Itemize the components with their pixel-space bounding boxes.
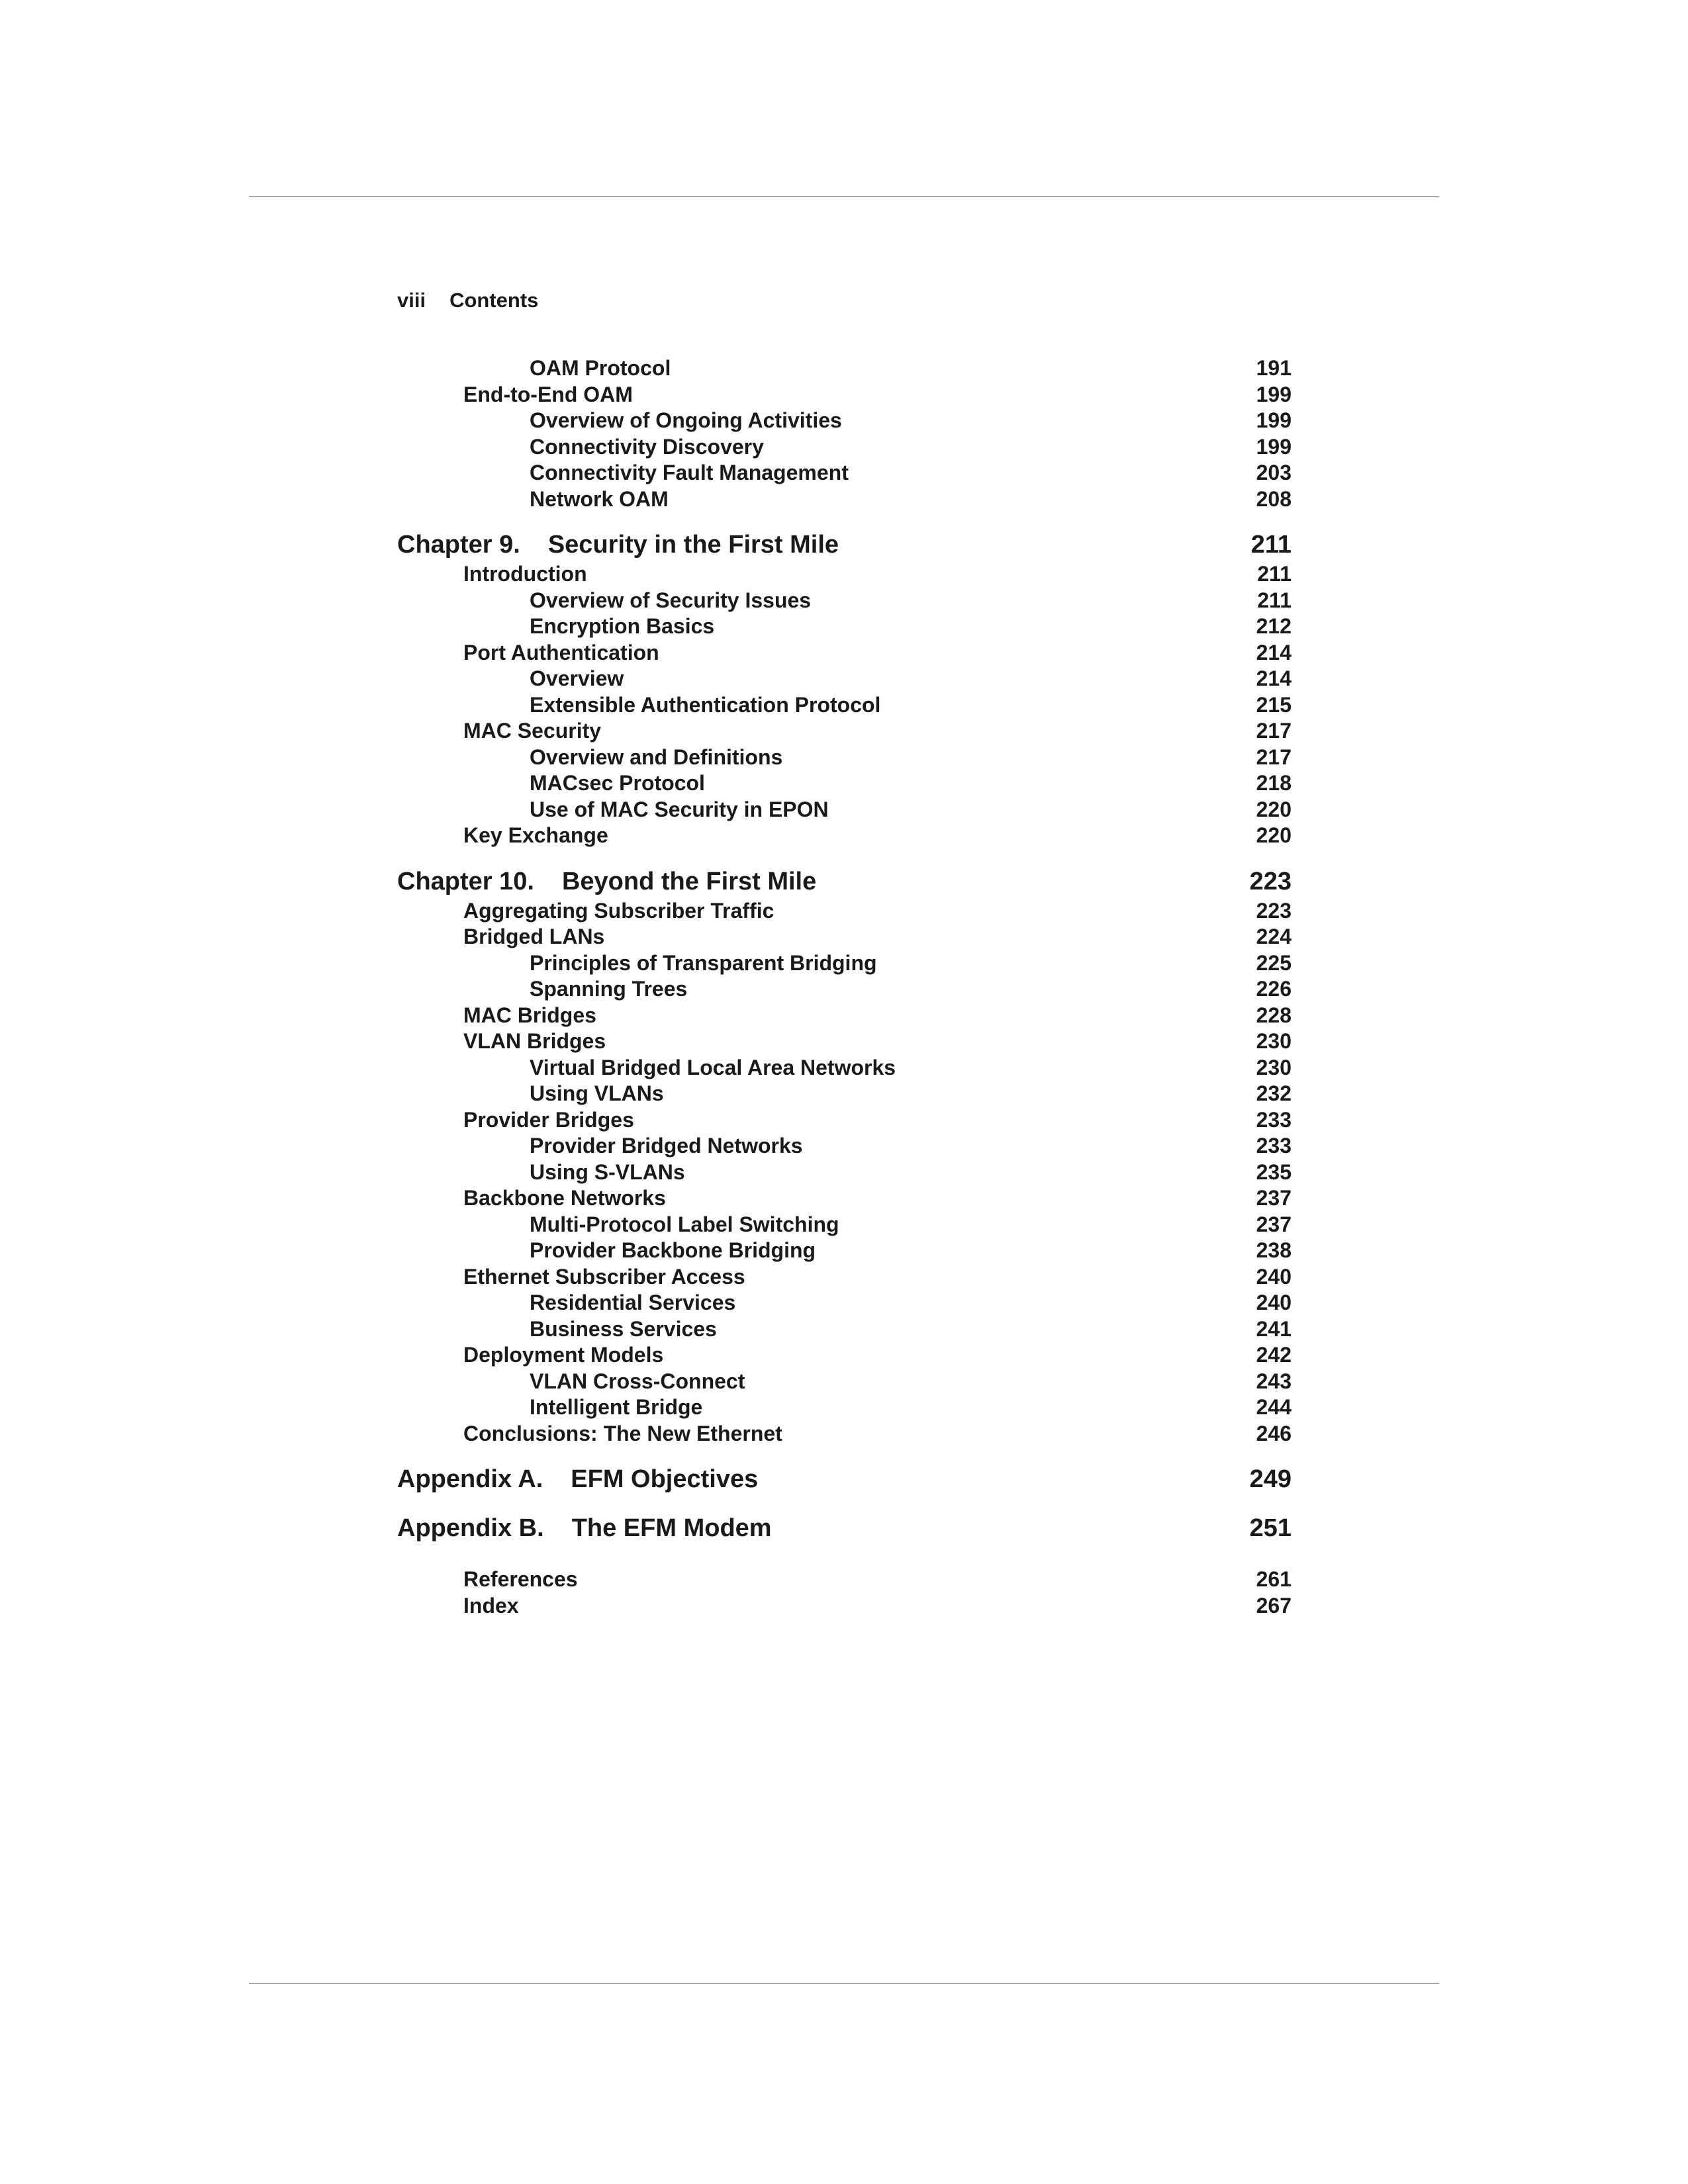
running-head	[397, 289, 538, 312]
toc-entry-page-number: 233	[1256, 1134, 1291, 1158]
toc-entry-page-number: 211	[1250, 531, 1291, 559]
toc-chapter-entry[interactable]	[397, 1463, 1291, 1496]
toc-entry-title: Overview of Ongoing Activities	[530, 408, 842, 432]
toc-entry-title: Overview of Security Issues	[530, 588, 812, 612]
toc-entry-title	[397, 1512, 772, 1545]
toc-entry-page-number: 203	[1256, 461, 1291, 484]
toc-entry-page-number: 208	[1256, 486, 1291, 511]
toc-entry[interactable]	[397, 408, 1291, 434]
toc-entry-title: MACsec Protocol	[530, 771, 705, 795]
toc-entry[interactable]	[397, 355, 1291, 382]
toc-entry-page-number: 223	[1256, 898, 1291, 923]
toc-entry-title: Provider Bridges	[463, 1107, 634, 1132]
toc-entry[interactable]	[397, 950, 1291, 977]
toc-entry-page-number: 214	[1256, 640, 1291, 664]
toc-entry-title	[397, 528, 839, 561]
toc-entry-title: VLAN Cross-Connect	[530, 1369, 745, 1393]
toc-entry-title: MAC Security	[463, 719, 602, 743]
toc-entry[interactable]	[397, 1055, 1291, 1081]
toc-entry[interactable]	[397, 692, 1291, 719]
bottom-rule	[249, 1983, 1439, 1984]
toc-entry[interactable]	[397, 1160, 1291, 1186]
toc-entry-page-number: 241	[1256, 1316, 1291, 1341]
running-head-title: Contents	[449, 289, 539, 312]
toc-entry[interactable]	[397, 1212, 1291, 1238]
toc-entry-title: Principles of Transparent Bridging	[530, 950, 877, 975]
toc-entry[interactable]	[397, 1133, 1291, 1160]
toc-entry-title: Network OAM	[530, 486, 669, 511]
toc-entry[interactable]	[397, 460, 1291, 486]
toc-entry-title	[397, 865, 816, 898]
toc-entry-title: Provider Backbone Bridging	[530, 1238, 816, 1262]
toc-entry[interactable]	[397, 561, 1291, 588]
toc-entry-page-number: 244	[1256, 1395, 1291, 1419]
toc-entry-title	[397, 1463, 758, 1496]
toc-entry-page-number: 261	[1256, 1567, 1291, 1591]
toc-entry-page-number: 215	[1256, 692, 1291, 717]
toc-entry-page-number: 220	[1256, 797, 1291, 821]
toc-entry[interactable]	[397, 797, 1291, 823]
toc-entry-title: Spanning Trees	[530, 977, 688, 1001]
page-folio: viii	[397, 289, 426, 312]
toc-entry-page-number: 235	[1256, 1160, 1291, 1184]
toc-entry[interactable]	[397, 1421, 1291, 1447]
toc-entry[interactable]	[397, 1342, 1291, 1369]
toc-entry-title: Using VLANs	[530, 1081, 664, 1105]
toc-entry[interactable]	[397, 1028, 1291, 1055]
toc-entry-page-number: 242	[1256, 1343, 1291, 1367]
toc-entry-title: Bridged LANs	[463, 925, 605, 948]
toc-entry-page-number: 199	[1256, 408, 1291, 432]
toc-entry-title: Aggregating Subscriber Traffic	[463, 898, 774, 923]
toc-entry-title: Port Authentication	[463, 640, 659, 664]
toc-entry-title: Business Services	[530, 1316, 717, 1341]
toc-entry-title: VLAN Bridges	[463, 1029, 606, 1053]
toc-entry[interactable]	[397, 640, 1291, 666]
toc-entry-page-number: 233	[1256, 1107, 1291, 1132]
toc-entry-page-number: 211	[1257, 562, 1291, 586]
toc-entry[interactable]	[397, 486, 1291, 513]
toc-entry-title: MAC Bridges	[463, 1003, 596, 1027]
toc-entry-title: Introduction	[463, 562, 587, 586]
toc-entry[interactable]	[397, 823, 1291, 849]
toc-entry[interactable]	[397, 382, 1291, 408]
toc-chapter-title: Beyond the First Mile	[561, 867, 817, 895]
toc-chapter-label: Appendix A.	[397, 1465, 543, 1493]
toc-entry-page-number: 199	[1256, 382, 1291, 406]
toc-chapter-label: Chapter 10.	[397, 867, 534, 895]
toc-entry-page-number: 217	[1256, 745, 1291, 769]
toc-entry-page-number: 267	[1256, 1593, 1291, 1617]
toc-chapter-title: The EFM Modem	[571, 1514, 772, 1542]
toc-entry[interactable]	[397, 1369, 1291, 1395]
toc-chapter-label: Chapter 9.	[397, 531, 520, 559]
toc-entry-title: Residential Services	[530, 1291, 736, 1314]
toc-entry-page-number: 225	[1256, 950, 1291, 975]
toc-entry-page-number: 251	[1249, 1514, 1291, 1542]
toc-entry-page-number: 240	[1256, 1291, 1291, 1314]
toc-entry-page-number: 220	[1256, 823, 1291, 847]
toc-entry-title: End-to-End OAM	[463, 382, 633, 406]
toc-entry-title: Overview and Definitions	[530, 745, 783, 769]
toc-entry[interactable]	[397, 614, 1291, 640]
toc-entry-title: Extensible Authentication Protocol	[530, 692, 881, 717]
toc-entry[interactable]	[397, 976, 1291, 1003]
top-rule	[249, 196, 1439, 197]
toc-entry-page-number: 218	[1256, 771, 1291, 795]
toc-entry-page-number: 230	[1256, 1029, 1291, 1053]
table-of-contents	[397, 355, 1291, 1619]
toc-entry[interactable]	[397, 1394, 1291, 1421]
toc-entry[interactable]	[397, 1003, 1291, 1029]
toc-entry-title: OAM Protocol	[530, 356, 671, 380]
toc-entry[interactable]	[397, 1316, 1291, 1343]
toc-chapter-title: Security in the First Mile	[547, 531, 839, 559]
toc-entry-page-number: 191	[1256, 356, 1291, 380]
toc-entry-page-number: 226	[1256, 977, 1291, 1001]
toc-entry-page-number: 246	[1256, 1421, 1291, 1445]
toc-entry-page-number: 232	[1256, 1081, 1291, 1105]
toc-entry-page-number: 211	[1257, 588, 1291, 612]
toc-entry[interactable]	[397, 924, 1291, 950]
toc-entry-title: Index	[463, 1593, 519, 1617]
toc-entry-title: References	[463, 1567, 578, 1591]
toc-entry[interactable]	[397, 1567, 1291, 1593]
toc-entry-page-number: 237	[1256, 1186, 1291, 1210]
toc-entry[interactable]	[397, 1290, 1291, 1316]
toc-chapter-label: Appendix B.	[397, 1514, 544, 1542]
toc-entry-title: Encryption Basics	[530, 614, 715, 638]
toc-entry[interactable]	[397, 770, 1291, 797]
toc-entry-title: Intelligent Bridge	[530, 1395, 703, 1419]
toc-entry-page-number: 223	[1249, 867, 1291, 895]
toc-entry[interactable]	[397, 1238, 1291, 1264]
toc-chapter-entry[interactable]	[397, 528, 1291, 561]
toc-entry-title: Overview	[530, 666, 624, 690]
toc-entry-title: Connectivity Fault Management	[530, 461, 849, 484]
toc-entry[interactable]	[397, 1264, 1291, 1291]
toc-entry[interactable]	[397, 745, 1291, 771]
toc-entry-title: Provider Bridged Networks	[530, 1134, 803, 1158]
toc-entry-page-number: 224	[1256, 925, 1291, 948]
toc-entry-title: Using S-VLANs	[530, 1160, 685, 1184]
toc-entry-title: Conclusions: The New Ethernet	[463, 1421, 782, 1445]
toc-entry-title: Backbone Networks	[463, 1186, 666, 1210]
toc-entry-page-number: 237	[1256, 1212, 1291, 1236]
toc-entry-page-number: 199	[1256, 434, 1291, 459]
toc-entry[interactable]	[397, 1107, 1291, 1134]
toc-entry-page-number: 249	[1249, 1465, 1291, 1493]
toc-entry-title: Ethernet Subscriber Access	[463, 1264, 745, 1289]
toc-chapter-entry[interactable]	[397, 1512, 1291, 1545]
toc-entry-page-number: 214	[1256, 666, 1291, 690]
toc-entry[interactable]	[397, 588, 1291, 614]
toc-entry-page-number: 230	[1256, 1055, 1291, 1079]
toc-entry[interactable]	[397, 434, 1291, 461]
toc-entry-title: Use of MAC Security in EPON	[530, 797, 829, 821]
toc-entry-page-number: 228	[1256, 1003, 1291, 1027]
toc-chapter-title: EFM Objectives	[571, 1465, 759, 1493]
toc-entry-page-number: 238	[1256, 1238, 1291, 1262]
toc-entry[interactable]	[397, 1081, 1291, 1107]
toc-entry-page-number: 240	[1256, 1264, 1291, 1289]
toc-entry-title: Connectivity Discovery	[530, 434, 764, 459]
toc-entry-title: Deployment Models	[463, 1343, 664, 1367]
toc-entry[interactable]	[397, 1593, 1291, 1619]
toc-entry-page-number: 217	[1256, 719, 1291, 743]
toc-chapter-entry[interactable]	[397, 865, 1291, 898]
toc-entry-title: Virtual Bridged Local Area Networks	[530, 1055, 896, 1079]
toc-entry-page-number: 243	[1256, 1369, 1291, 1393]
toc-entry-title: Key Exchange	[463, 823, 608, 847]
toc-entry-title: Multi-Protocol Label Switching	[530, 1212, 839, 1236]
toc-entry[interactable]	[397, 898, 1291, 925]
toc-entry[interactable]	[397, 666, 1291, 692]
toc-entry-page-number: 212	[1256, 614, 1291, 638]
toc-entry[interactable]	[397, 718, 1291, 745]
toc-entry[interactable]	[397, 1185, 1291, 1212]
